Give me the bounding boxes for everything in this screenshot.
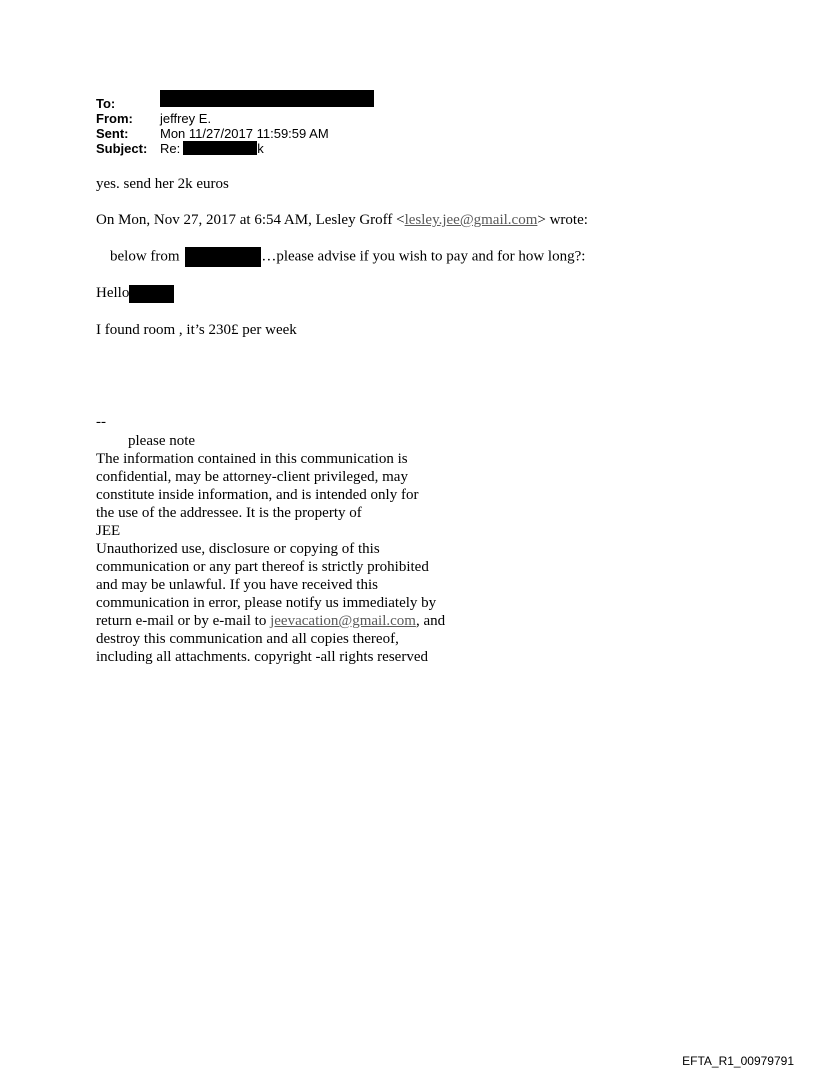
subject-row [96,141,374,156]
disclaimer-line: destroy this communication and all copies thereof, [96,631,399,647]
subject-suffix: k [257,141,264,156]
quote-intro [96,211,588,229]
sent-value: Mon 11/27/2017 11:59:59 AM [160,126,329,141]
email-header [96,96,374,156]
disclaimer-return-line [96,612,445,630]
disclaimer-line: and may be unlawful. If you have received this [96,577,378,593]
signature-dashes: -- [96,414,106,430]
redaction-block [129,285,174,303]
redaction-block [185,247,261,267]
from-label: From: [96,111,133,126]
subject-label: Subject: [96,141,148,156]
please-note: please note [128,433,196,449]
sent-row [96,126,374,141]
sent-label: Sent: [96,126,129,141]
hello-text: Hello [96,285,130,301]
from-value: jeffrey E. [160,111,212,126]
disclaimer-line: communication in error, please notify us immediately by [96,595,437,611]
subject-prefix: Re: [160,141,181,156]
disclaimer [96,450,445,666]
disclaimer-line: The information contained in this communication is [96,451,408,467]
disclaimer-line: constitute inside information, and is intended only for [96,487,419,503]
from-row [96,111,374,126]
disclaimer-line: Unauthorized use, disclosure or copying of this [96,541,380,557]
disclaimer-line: communication or any part thereof is strictly prohibited [96,559,429,575]
forward-line [110,247,585,267]
to-label: To: [96,96,116,111]
hello-line [96,284,174,303]
return-suffix: , and [415,613,446,629]
redaction-block [183,141,257,155]
lesley-email-link[interactable]: lesley.jee@gmail.com [404,212,538,228]
quote-intro-suffix: > wrote: [537,212,588,228]
room-line: I found room , it’s 230£ per week [96,322,297,338]
disclaimer-line: the use of the addressee. It is the property of [96,505,362,521]
forward-suffix: …please advise if you wish to pay and for how long?: [261,248,586,265]
quote-intro-prefix: On Mon, Nov 27, 2017 at 6:54 AM, Lesley Groff < [96,212,405,228]
disclaimer-line: including all attachments. copyright -all rights reserved [96,649,428,665]
reply-line: yes. send her 2k euros [96,176,229,192]
to-row [96,96,374,111]
disclaimer-line: JEE [96,523,121,539]
redaction-block [160,90,374,107]
disclaimer-line: confidential, may be attorney-client privileged, may [96,469,408,485]
bates-number: EFTA_R1_00979791 [682,1054,794,1068]
jeevacation-email-link[interactable]: jeevacation@gmail.com [270,613,416,629]
return-prefix: return e-mail or by e-mail to [96,613,271,629]
forward-prefix: below from [110,248,180,265]
